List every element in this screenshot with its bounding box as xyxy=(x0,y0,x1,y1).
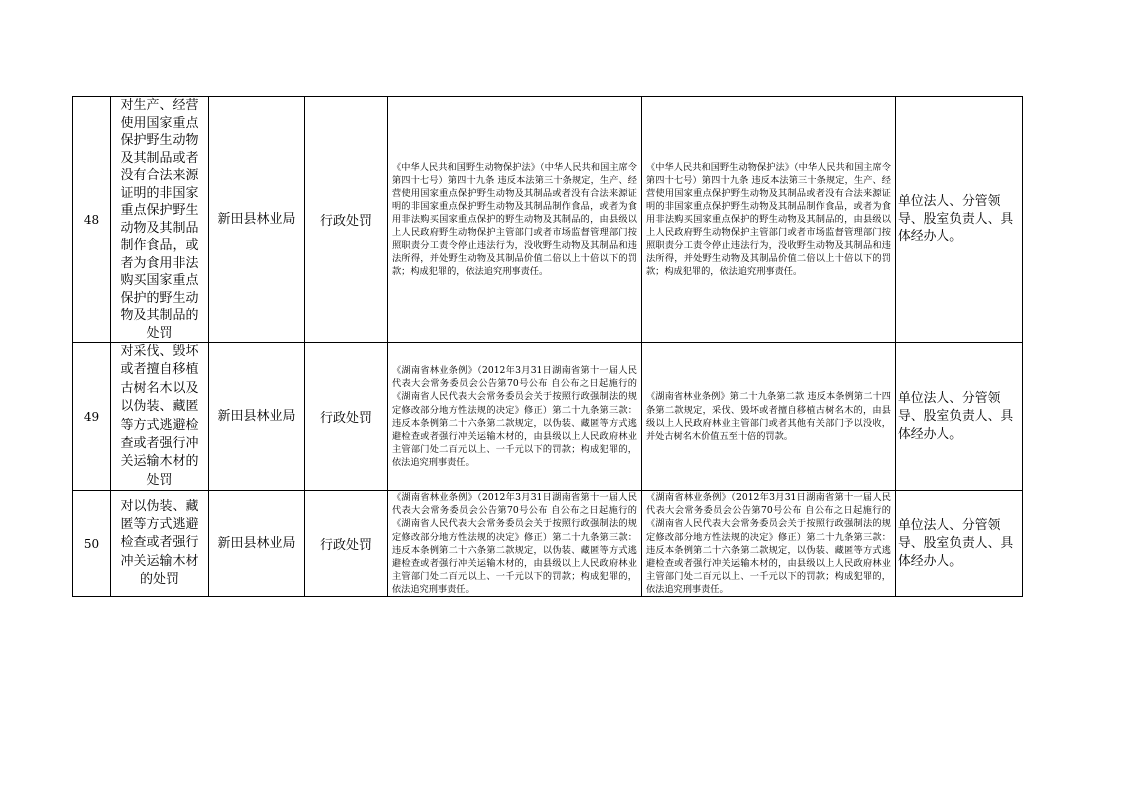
department: 新田县林业局 xyxy=(209,97,305,343)
item-name: 对生产、经营使用国家重点保护野生动物及其制品或者没有合法来源证明的非国家重点保护野生动物及其制品制作食品，或者为食用非法购买国家重点保护的野生动物及其制品的处罚 xyxy=(111,97,209,343)
table-row xyxy=(73,343,1023,491)
penalty-basis: 《湖南省林业条例》第二十九条第二款 违反本条例第二十四条第二款规定，采伐、毁坏或者擅自移植古树名木的，由县级以上人民政府林业主管部门或者其他有关部门予以没收，并处古树名木价值五至十倍的罚款。 xyxy=(642,343,896,491)
power-list-table xyxy=(72,96,1023,597)
legal-basis: 《湖南省林业条例》（2012年3月31日湖南省第十一届人民代表大会常务委员会公告第70号公布 自公布之日起施行的《湖南省人民代表大会常务委员会关于按照行政强制法的规定修改部分地方性法规的决定》修正）第二十九条第三款：违反本条例第二十六条第二款规定，以伪装、藏匿等方式逃避检查或者强行冲关运输木材的，由县级以上人民政府林业主管部门处二百元以上、一千元以下的罚款；构成犯罪的，依法追究刑事责任。 xyxy=(388,343,642,491)
item-name: 对以伪装、藏匿等方式逃避检查或者强行冲关运输木材的处罚 xyxy=(111,491,209,597)
department: 新田县林业局 xyxy=(209,491,305,597)
penalty-basis: 《中华人民共和国野生动物保护法》（中华人民共和国主席令第四十七号）第四十九条 违反本法第三十条规定，生产、经营使用国家重点保护野生动物及其制品或者没有合法来源证明的非国家重点保护野生动物及其制品制作食品，或者为食用非法购买国家重点保护的野生动物及其制品的，由县级以上人民政府野生动物保护主管部门或者市场监督管理部门按照职责分工责令停止违法行为，没收野生动物及其制品和违法所得，并处野生动物及其制品价值二倍以上十倍以下的罚款；构成犯罪的，依法追究刑事责任。 xyxy=(642,97,896,343)
responsible-persons: 单位法人、分管领导、股室负责人、具体经办人。 xyxy=(896,343,1023,491)
table-row xyxy=(73,97,1023,343)
department: 新田县林业局 xyxy=(209,343,305,491)
row-number: 49 xyxy=(73,343,111,491)
responsible-persons: 单位法人、分管领导、股室负责人、具体经办人。 xyxy=(896,97,1023,343)
row-number: 50 xyxy=(73,491,111,597)
table-row xyxy=(73,491,1023,597)
responsible-persons: 单位法人、分管领导、股室负责人、具体经办人。 xyxy=(896,491,1023,597)
legal-basis: 《中华人民共和国野生动物保护法》（中华人民共和国主席令第四十七号）第四十九条 违反本法第三十条规定，生产、经营使用国家重点保护野生动物及其制品或者没有合法来源证明的非国家重点保护野生动物及其制品制作食品，或者为食用非法购买国家重点保护的野生动物及其制品的，由县级以上人民政府野生动物保护主管部门或者市场监督管理部门按照职责分工责令停止违法行为，没收野生动物及其制品和违法所得，并处野生动物及其制品价值二倍以上十倍以下的罚款；构成犯罪的，依法追究刑事责任。 xyxy=(388,97,642,343)
power-type: 行政处罚 xyxy=(305,97,388,343)
power-type: 行政处罚 xyxy=(305,343,388,491)
penalty-basis: 《湖南省林业条例》（2012年3月31日湖南省第十一届人民代表大会常务委员会公告第70号公布 自公布之日起施行的《湖南省人民代表大会常务委员会关于按照行政强制法的规定修改部分地方性法规的决定》修正）第二十九条第三款：违反本条例第二十六条第二款规定，以伪装、藏匿等方式逃避检查或者强行冲关运输木材的，由县级以上人民政府林业主管部门处二百元以上、一千元以下的罚款；构成犯罪的，依法追究刑事责任。 xyxy=(642,491,896,597)
row-number: 48 xyxy=(73,97,111,343)
item-name: 对采伐、毁坏或者擅自移植古树名木以及以伪装、藏匿等方式逃避检查或者强行冲关运输木材的处罚 xyxy=(111,343,209,491)
power-type: 行政处罚 xyxy=(305,491,388,597)
legal-basis: 《湖南省林业条例》（2012年3月31日湖南省第十一届人民代表大会常务委员会公告第70号公布 自公布之日起施行的《湖南省人民代表大会常务委员会关于按照行政强制法的规定修改部分地方性法规的决定》修正）第二十九条第三款：违反本条例第二十六条第二款规定，以伪装、藏匿等方式逃避检查或者强行冲关运输木材的，由县级以上人民政府林业主管部门处二百元以上、一千元以下的罚款；构成犯罪的，依法追究刑事责任。 xyxy=(388,491,642,597)
